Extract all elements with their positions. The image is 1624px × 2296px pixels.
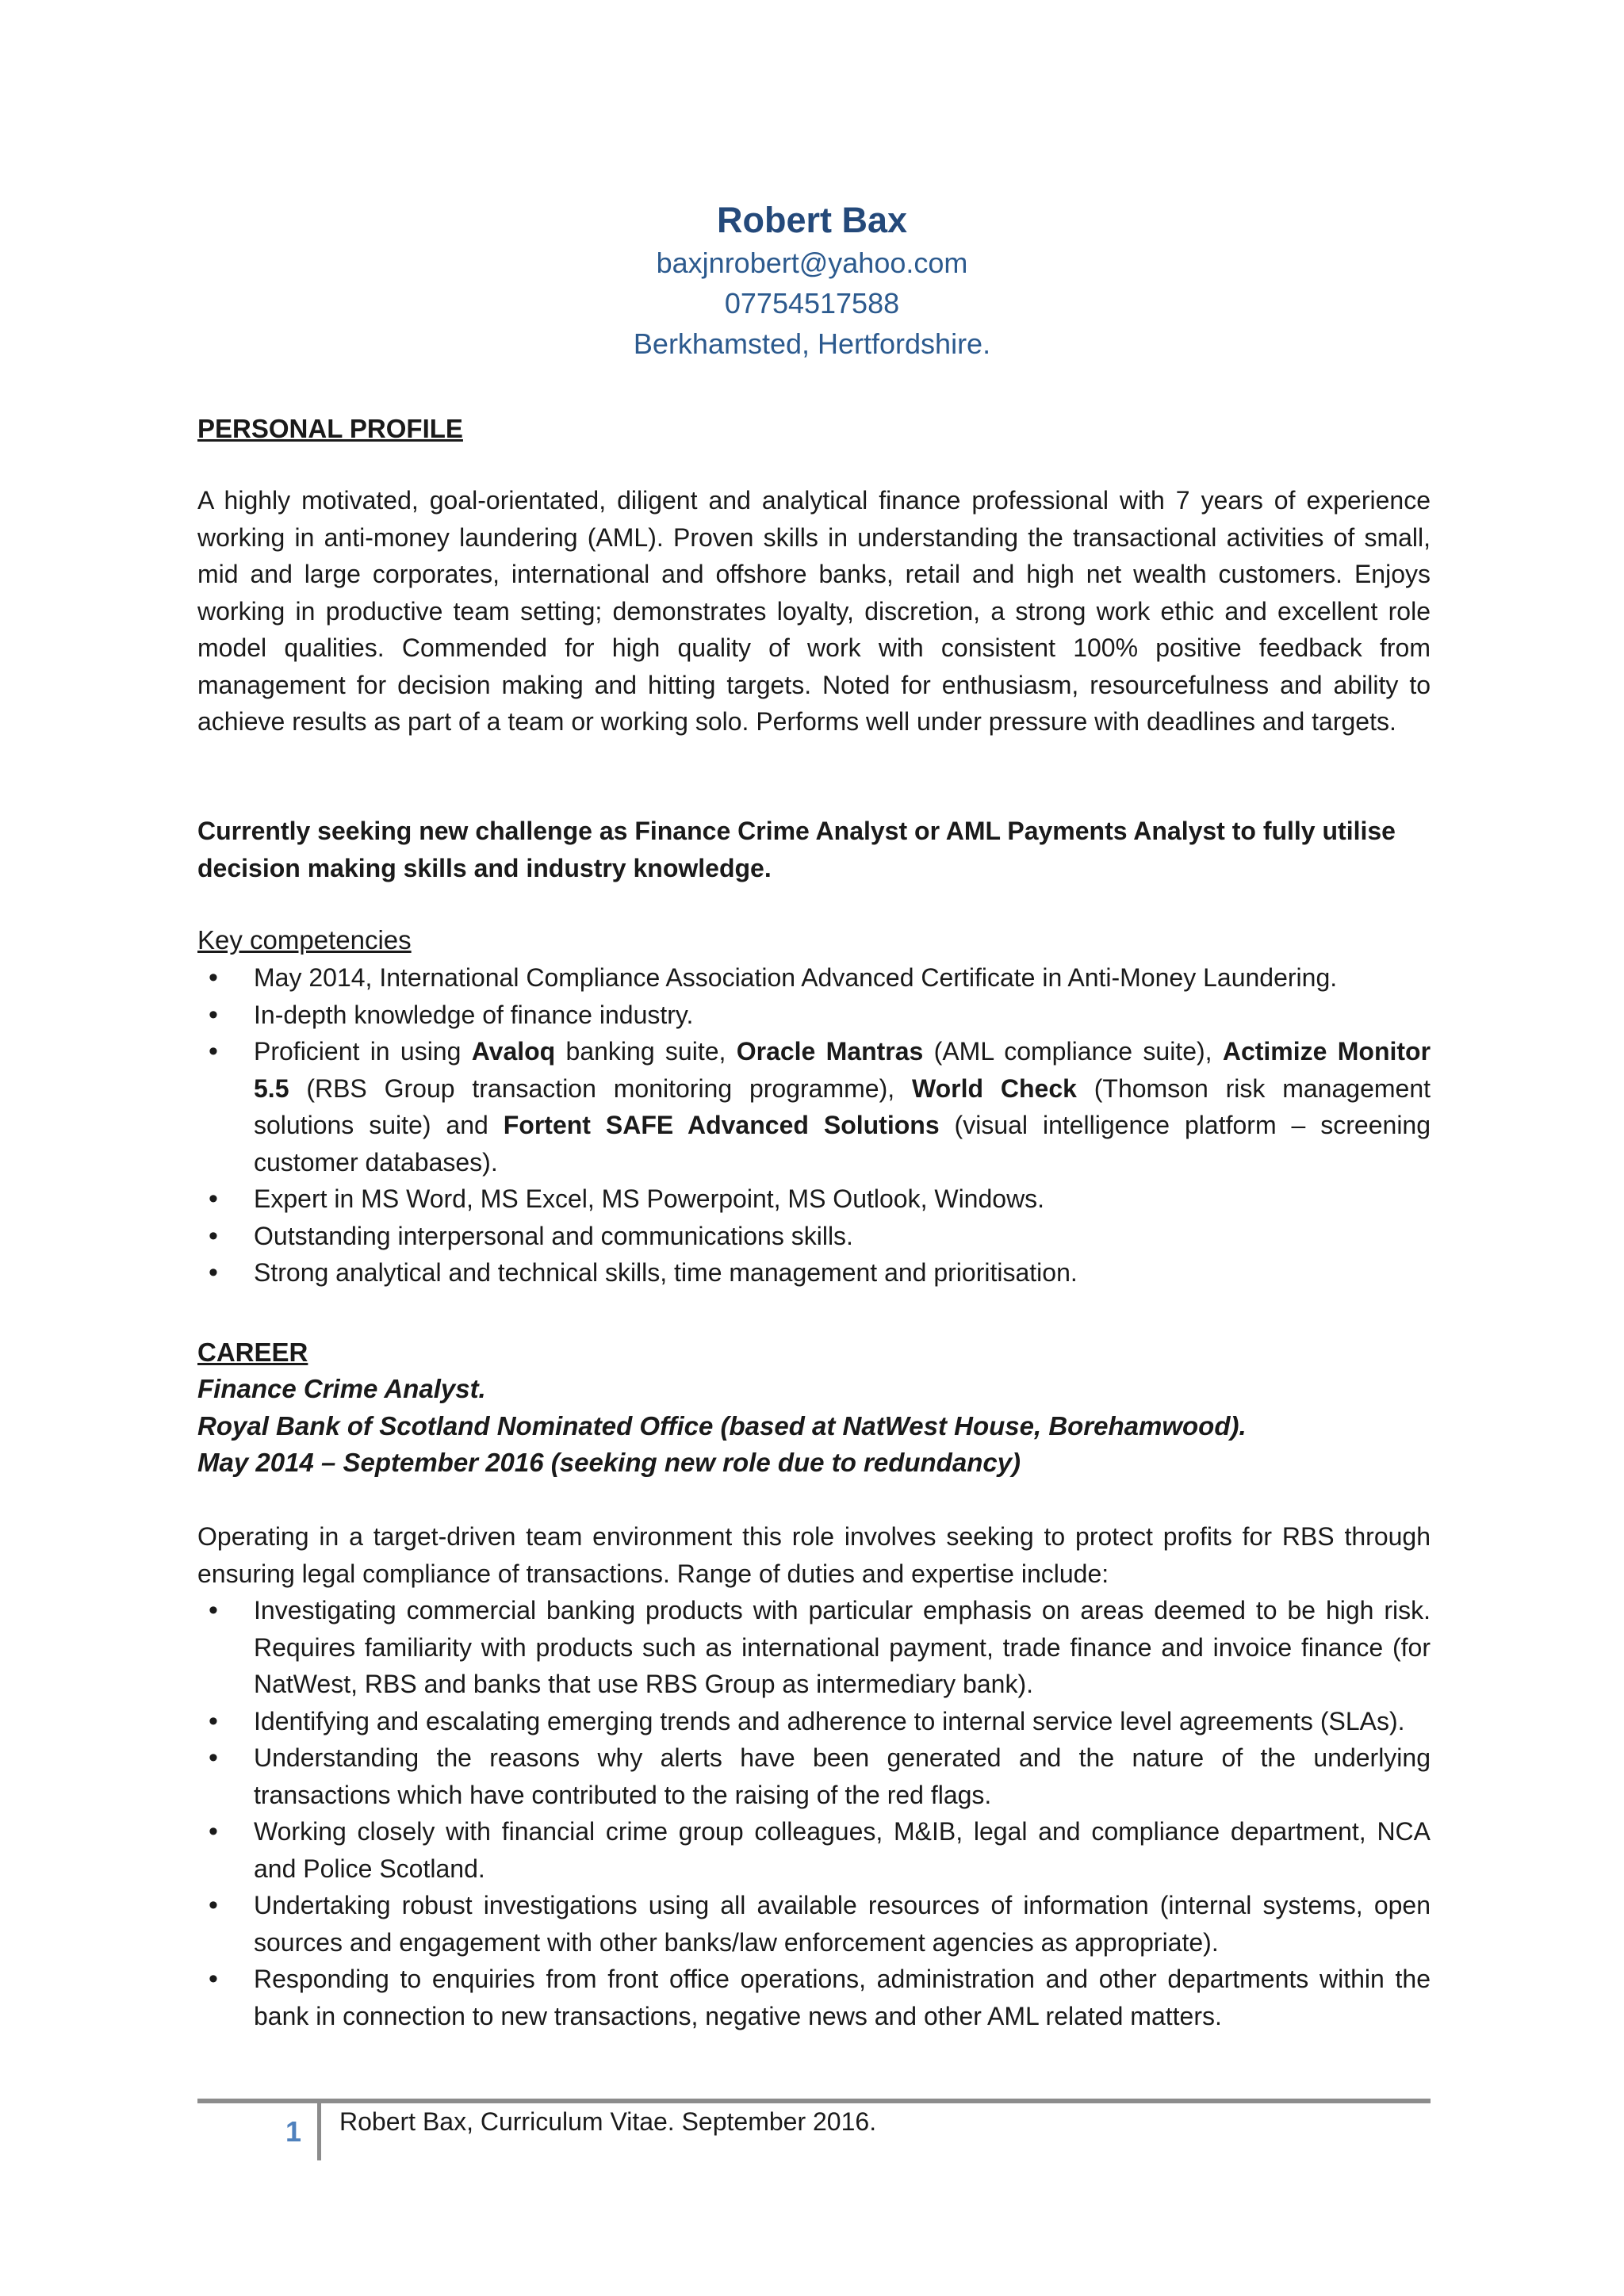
duties-list: [197, 1592, 1431, 2034]
career-objective: Currently seeking new challenge as Finance Crime Analyst or AML Payments Analyst to fully utilise decision making skills and industry knowledge.: [197, 817, 1396, 882]
list-item: • Expert in MS Word, MS Excel, MS Powerpoint, MS Outlook, Windows.: [197, 1181, 1431, 1218]
list-item: • Working closely with financial crime group colleagues, M&IB, legal and compliance department, NCA and Police Scotland.: [197, 1813, 1431, 1887]
personal-profile-heading: PERSONAL PROFILE: [197, 414, 463, 443]
page-number: 1: [285, 2115, 302, 2148]
list-item: • Investigating commercial banking products with particular emphasis on areas deemed to be high risk. Requires familiarity with products such as international payment, trade finance and invoice finance (for NatWest, RBS and banks that use RBS Group as intermediary bank).: [197, 1592, 1431, 1703]
email-address[interactable]: baxjnrobert@yahoo.com: [656, 247, 968, 279]
list-item: • Identifying and escalating emerging trends and adherence to internal service level agreements (SLAs).: [197, 1703, 1431, 1740]
location: Berkhamsted, Hertfordshire.: [633, 327, 991, 360]
job-title: Finance Crime Analyst.: [197, 1374, 486, 1403]
footer-text: Robert Bax, Curriculum Vitae. September 2016.: [339, 2107, 877, 2136]
personal-profile-text: A highly motivated, goal-orientated, diligent and analytical finance professional with 7 years of experience working in anti-money laundering (AML). Proven skills in understanding the transactional activities of small, mid and large corporates, international and offshore banks, retail and high net wealth customers. Enjoys working in productive team setting; demonstrates loyalty, discretion, a strong work ethic and excellent role model qualities. Commended for high quality of work with consistent 100% positive feedback from management for decision making and hitting targets. Noted for enthusiasm, resourcefulness and ability to achieve results as part of a team or working solo. Performs well under pressure with deadlines and targets.: [197, 486, 1431, 736]
list-item: • Strong analytical and technical skills, time management and prioritisation.: [197, 1254, 1431, 1292]
list-item: • Outstanding interpersonal and communications skills.: [197, 1218, 1431, 1255]
list-item: • Responding to enquiries from front office operations, administration and other departments within the bank in connection to new transactions, negative news and other AML related matters.: [197, 1961, 1431, 2034]
career-heading: CAREER: [197, 1337, 308, 1367]
list-item: • Proficient in using Avaloq banking suite, Oracle Mantras (AML compliance suite), Actimize Monitor 5.5 (RBS Group transaction monitoring programme), World Check (Thomson risk management solutions suite) and Fortent SAFE Advanced Solutions (visual intelligence platform – screening customer databases).: [197, 1033, 1431, 1181]
list-item: • May 2014, International Compliance Association Advanced Certificate in Anti-Money Laundering.: [197, 959, 1431, 997]
list-item: • In-depth knowledge of finance industry.: [197, 997, 1431, 1034]
candidate-name: Robert Bax: [716, 200, 908, 240]
footer-vertical-divider: [317, 2103, 321, 2160]
list-item: • Undertaking robust investigations using all available resources of information (internal systems, open sources and engagement with other banks/law enforcement agencies as appropriate).: [197, 1887, 1431, 1961]
employment-dates: May 2014 – September 2016 (seeking new role due to redundancy): [197, 1448, 1021, 1477]
competencies-list: [197, 959, 1431, 1292]
role-intro: Operating in a target-driven team environment this role involves seeking to protect profits for RBS through ensuring legal compliance of transactions. Range of duties and expertise include:: [197, 1522, 1431, 1588]
cv-header: [0, 198, 1624, 364]
employer: Royal Bank of Scotland Nominated Office (based at NatWest House, Borehamwood).: [197, 1411, 1247, 1441]
key-competencies-heading: Key competencies: [197, 925, 412, 955]
phone-number: 07754517588: [724, 287, 900, 320]
list-item: • Understanding the reasons why alerts have been generated and the nature of the underlying transactions which have contributed to the raising of the red flags.: [197, 1739, 1431, 1813]
